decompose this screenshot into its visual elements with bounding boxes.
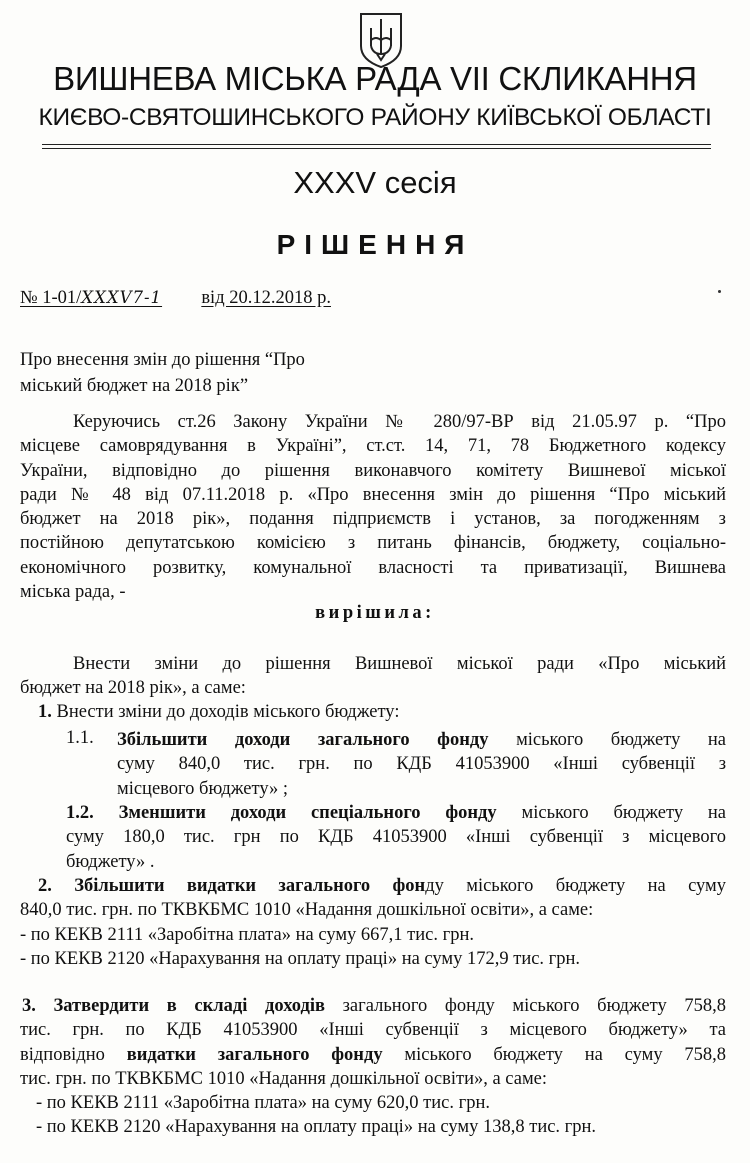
item-number: 2. [38, 876, 52, 896]
intro-paragraph [20, 652, 726, 701]
council-name: ВИШНЕВА МІСЬКА РАДА VII СКЛИКАННЯ [53, 60, 697, 97]
item-line [117, 728, 726, 752]
bullet-item: - по КЕКВ 2111 «Заробітна плата» на суму 620,0 тис. грн. [36, 1093, 490, 1114]
item-line: тис. грн. по ТКВКБМС 1010 «Надання дошкільної освіти», а саме: [20, 1068, 548, 1089]
item-3 [20, 994, 726, 1140]
preamble-line: міська рада, - [20, 582, 126, 603]
item-number: 1. [38, 702, 52, 722]
item-1-2 [66, 801, 726, 874]
preamble-line: постійною депутатською комісією з питань фінансів, бюджету, соціально- [20, 533, 726, 554]
item-text: загального фонду міського бюджету 758,8 [342, 996, 726, 1016]
item-text: міського бюджету на [521, 803, 727, 823]
handwritten-number: XXXV7-1 [81, 288, 163, 307]
intro-line: Внести зміни до рішення Вишневої міської ради «Про міський [73, 654, 726, 674]
item-line [66, 801, 726, 825]
item-text: Внести зміни до доходів міського бюджету: [56, 702, 400, 722]
decision-number: № 1-01/XXXV7-1 [20, 288, 163, 308]
item-1-1-number: 1.1. [66, 728, 94, 748]
item-line [20, 874, 726, 898]
preamble-line: ради № 48 від 07.11.2018 р. «Про внесення змін до рішення “Про міський [20, 484, 726, 505]
item-line: тис. грн. по КДБ 41053900 «Інші субвенції з місцевого бюджету» та [20, 1020, 726, 1041]
item-line: бюджету» . [66, 851, 155, 872]
item-emphasis: видатки загального фонду [126, 1044, 383, 1065]
item-text: відповідно [20, 1044, 105, 1065]
preamble-line: бюджет на 2018 рік», подання підприємств і установ, за погодженням з [20, 509, 726, 530]
preamble-line: України, відповідно до рішення виконавчого комітету Вишневої міської [20, 460, 726, 481]
item-line: місцевого бюджету» ; [117, 778, 289, 799]
item-line: 840,0 тис. грн. по ТКВКБМС 1010 «Надання дошкільної освіти», а саме: [20, 900, 594, 921]
preamble [20, 410, 726, 604]
bullet-item: - по КЕКВ 2111 «Заробітна плата» на суму 667,1 тис. грн. [20, 924, 474, 945]
district-name: КИЄВО-СВЯТОШИНСЬКОГО РАЙОНУ КИЇВСЬКОЇ ОБЛАСТІ [38, 104, 712, 131]
item-emphasis: Збільшити доходи загального фонду [117, 730, 489, 750]
decision-title [20, 347, 305, 399]
preamble-line: місцеве самоврядування в Україні”, ст.ст. 14, 71, 78 Бюджетного кодексу [20, 436, 726, 457]
bullet-item: - по КЕКВ 2120 «Нарахування на оплату праці» на суму 172,9 тис. грн. [20, 948, 581, 969]
item-1 [38, 702, 399, 723]
item-1-1 [117, 728, 726, 801]
item-line [20, 994, 726, 1018]
item-number: 3. [22, 996, 36, 1016]
item-text: міського бюджету на суму 758,8 [404, 1044, 727, 1065]
title-line: Про внесення змін до рішення “Про [20, 350, 305, 370]
preamble-line: Керуючись ст.26 Закону України № 280/97-ВР від 21.05.97 р. “Про [73, 412, 726, 432]
item-number: 1.2. [66, 803, 94, 823]
title-line: міський бюджет на 2018 рік” [20, 376, 249, 396]
item-line: суму 840,0 тис. грн. по КДБ 41053900 «Інші субвенції з [117, 754, 726, 775]
item-line: суму 180,0 тис. грн по КДБ 41053900 «Інші субвенції з місцевого [66, 827, 726, 848]
item-text: міського бюджету на [516, 730, 726, 750]
item-2 [20, 874, 726, 971]
header-divider [42, 144, 711, 145]
item-emphasis: Збільшити видатки загального фон [74, 876, 426, 896]
session-title: XXXV сесія [293, 165, 457, 200]
decision-number-line [20, 288, 331, 309]
bullet-item: - по КЕКВ 2120 «Нарахування на оплату праці» на суму 138,8 тис. грн. [36, 1117, 597, 1138]
header-divider [42, 148, 711, 149]
item-line [20, 1043, 726, 1067]
document-type-heading: РІШЕННЯ [276, 229, 474, 260]
item-text: ду міського бюджету на суму [425, 876, 727, 896]
decision-date: від 20.12.2018 р. [201, 288, 331, 308]
resolved-heading: вирішила: [315, 603, 435, 623]
intro-line: бюджет на 2018 рік», а саме: [20, 678, 246, 699]
preamble-line: економічного розвитку, комунальної власності та приватизації, Вишнева [20, 557, 726, 578]
item-emphasis: Зменшити доходи спеціального фонду [118, 803, 497, 823]
item-emphasis: Затвердити в складі доходів [53, 996, 325, 1016]
scan-speck [718, 290, 721, 293]
